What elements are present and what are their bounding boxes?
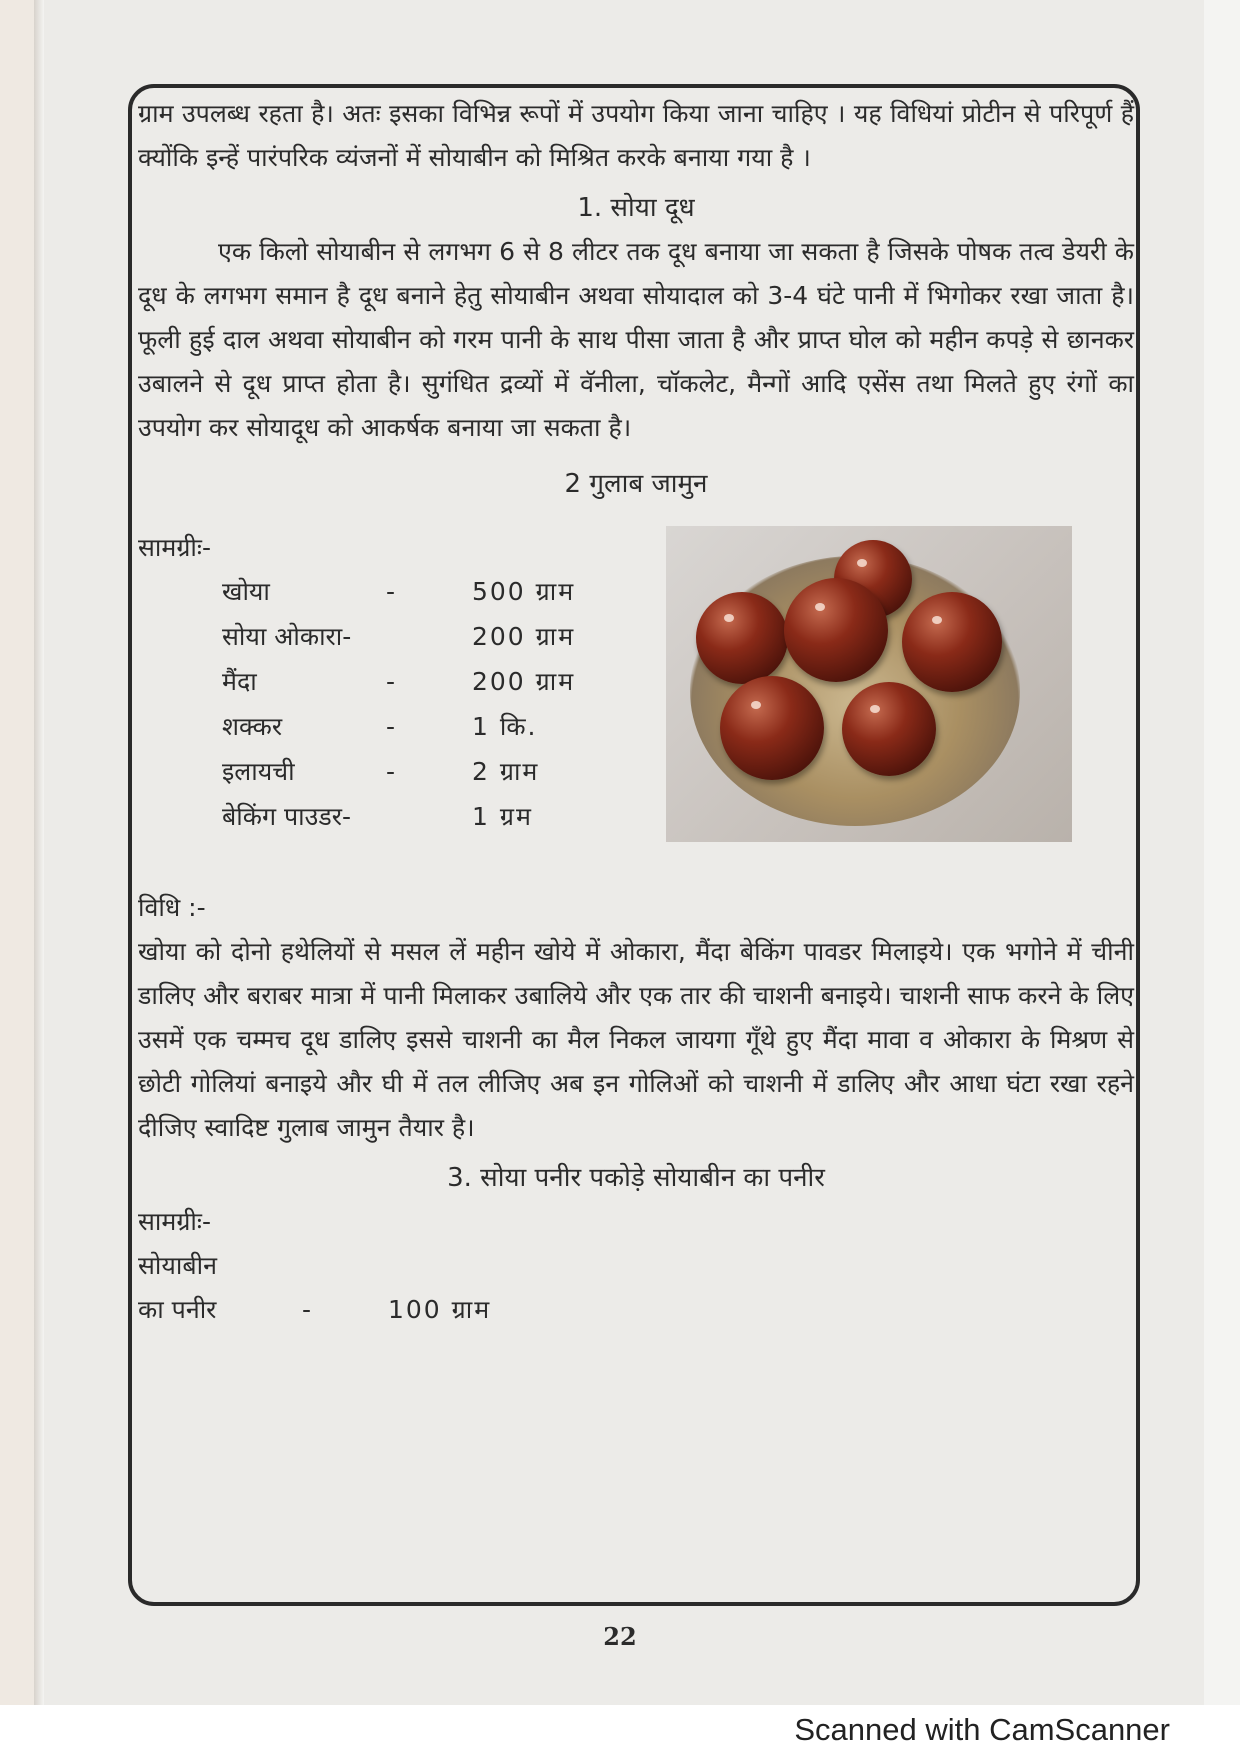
ingredient-qty: 1 ग्रम <box>472 802 533 831</box>
page-shadow <box>34 0 44 1705</box>
section1-body: एक किलो सोयाबीन से लगभग 6 से 8 लीटर तक दूध बनाया जा सकता है जिसके पोषक तत्व डेयरी के दूध के लगभग समान है दूध बनाने हेतु सोयाबीन अथवा सोयादाल को 3-4 घंटे पानी में भिगोकर रखा जाता है। फूली हुई दाल अथवा सोयाबीन को गरम पानी के साथ पीसा जाता है और प्राप्त घोल को महीन कपड़े से छानकर उबालने से दूध प्राप्त होता है। सुगंधित द्रव्यों में वॅनीला, चॉकलेट, मैन्गों आदि एसेंस तथा मिलते हुए रंगों का उपयोग कर सोयादूध को आकर्षक बनाया जा सकता है। <box>138 237 1134 442</box>
section3-ingredient-row <box>138 1288 1134 1332</box>
ingredient-name: इलायची <box>222 757 295 786</box>
ingredient-name: बेकिंग पाउडर- <box>222 802 351 831</box>
gulab-jamun-ball <box>902 592 1002 692</box>
gulab-jamun-ball <box>696 592 788 684</box>
ingredient-name: का पनीर <box>138 1295 217 1324</box>
ingredient-name: शक्कर <box>222 712 283 741</box>
page-content <box>138 92 1134 1332</box>
ingredient-row <box>222 750 742 794</box>
ingredient-qty: 200 ग्राम <box>472 667 576 696</box>
section3-ingredient-line1: सोयाबीन <box>138 1251 217 1280</box>
section2-heading: 2 गुलाब जामुन <box>564 469 708 499</box>
ingredient-dash: - <box>302 1295 312 1324</box>
ingredient-dash: - <box>386 577 396 606</box>
ingredient-qty: 100 ग्राम <box>388 1295 492 1324</box>
section3-ingredients-label: सामग्रीः- <box>138 1207 211 1236</box>
ingredients-label: सामग्रीः- <box>138 533 211 562</box>
gulab-jamun-photo <box>666 526 1072 842</box>
ingredient-dash: - <box>386 667 396 696</box>
gulab-jamun-ball <box>842 682 936 776</box>
ingredient-name: मैंदा <box>222 667 257 696</box>
gulab-jamun-ingredients-block <box>138 526 1134 882</box>
ingredient-qty: 2 ग्राम <box>472 757 540 786</box>
ingredient-qty: 200 ग्राम <box>472 622 576 651</box>
ingredient-row <box>222 660 742 704</box>
camscanner-watermark: Scanned with CamScanner <box>794 1712 1170 1747</box>
intro-paragraph: ग्राम उपलब्ध रहता है। अतः इसका विभिन्न रूपों में उपयोग किया जाना चाहिए । यह विधियां प्रोटीन से परिपूर्ण हैं क्योंकि इन्हें पारंपरिक व्यंजनों में सोयाबीन को मिश्रित करके बनाया गया है । <box>138 99 1134 172</box>
ingredient-qty: 1 कि. <box>472 712 538 741</box>
ingredient-dash: - <box>386 712 396 741</box>
ingredient-row <box>222 705 742 749</box>
section3-heading: 3. सोया पनीर पकोड़े सोयाबीन का पनीर <box>447 1163 825 1193</box>
gulab-jamun-ball <box>784 578 888 682</box>
gulab-jamun-ball <box>720 676 824 780</box>
method-text: खोया को दोनो हथेलियों से मसल लें महीन खोये में ओकारा, मैंदा बेकिंग पावडर मिलाइये। एक भगोने में चीनी डालिए और बराबर मात्रा में पानी मिलाकर उबालिये और एक तार की चाशनी बनाइये। चाशनी साफ करने के लिए उसमें एक चम्मच दूध डालिए इससे चाशनी का मैल निकल जायगा गूँथे हुए मैंदा मावा व ओकारा के मिश्रण से छोटी गोलियां बनाइये और घी में तल लीजिए अब इन गोलिओं को चाशनी में डालिए और आधा घंटा रखा रहने दीजिए स्वादिष्ट गुलाब जामुन तैयार है। <box>138 937 1134 1142</box>
ingredient-name: सोया ओकारा- <box>222 622 352 651</box>
method-label: विधि :- <box>138 893 206 922</box>
page-number: 22 <box>603 1622 637 1651</box>
ingredient-qty: 500 ग्राम <box>472 577 576 606</box>
ingredient-dash: - <box>386 757 396 786</box>
book-spine-edge <box>0 0 34 1705</box>
ingredient-row <box>222 570 742 614</box>
ingredient-name: खोया <box>222 577 270 606</box>
ingredient-row <box>222 615 742 659</box>
section1-heading: 1. सोया दूध <box>577 193 695 223</box>
ingredient-row <box>222 795 742 839</box>
